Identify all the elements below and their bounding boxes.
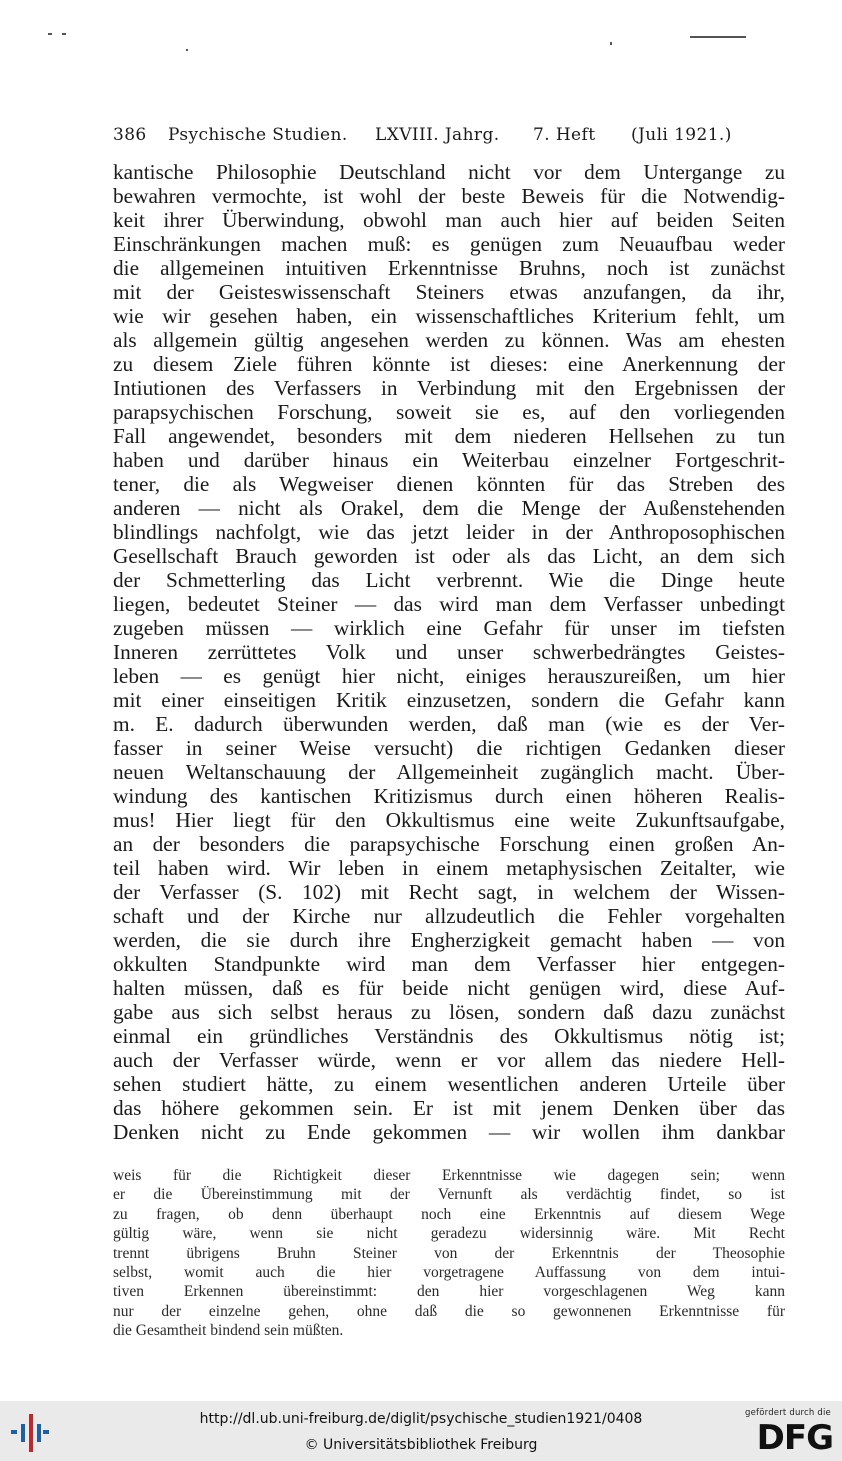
footnote-line: gültig wäre, wenn sie nicht geradezu widersinnig wäre. Mit Recht <box>113 1225 785 1243</box>
text-line: auch der Verfasser würde, wenn er vor allem das niedere Hell- <box>113 1048 785 1072</box>
copyright-notice: © Universitätsbibliothek Freiburg <box>304 1437 538 1453</box>
text-line: mit der Geisteswissenschaft Steiners etwas anzufangen, da ihr, <box>113 280 785 304</box>
text-line: das höhere gekommen sein. Er ist mit jenem Denken über das <box>113 1096 785 1120</box>
footnote-line: weis für die Richtigkeit dieser Erkenntnisse wie dagegen sein; wenn <box>113 1167 785 1184</box>
text-line: wie wir gesehen haben, ein wissenschaftliches Kriterium fehlt, um <box>113 304 785 328</box>
text-line: einmal ein gründliches Verständnis des Okkultismus nötig ist; <box>113 1024 785 1048</box>
text-line: bewahren vermochte, ist wohl der beste Beweis für die Notwendig- <box>113 184 785 208</box>
footnote-line: zu fragen, ob denn überhaupt noch eine Erkenntnis auf diesem Wege <box>113 1205 785 1223</box>
source-url-link[interactable]: http://dl.ub.uni-freiburg.de/diglit/psychische_studien1921/0408 <box>199 1411 643 1427</box>
text-line: werden, die sie durch ihre Engherzigkeit gemacht haben — von <box>113 928 785 952</box>
scan-artifacts <box>0 22 842 52</box>
text-line: Einschränkungen machen muß: es genügen zum Neuaufbau weder <box>113 232 785 256</box>
text-line: parapsychischen Forschung, soweit sie es, auf den vorliegenden <box>113 400 785 424</box>
footnote-line: die Gesamtheit bindend sein müßten. <box>113 1322 344 1340</box>
text-line: leben — es genügt hier nicht, einiges herauszureißen, um hier <box>113 664 785 688</box>
scan-speck <box>186 49 188 51</box>
text-line: der Schmetterling das Licht verbrennt. Wie die Dinge heute <box>113 568 785 592</box>
scan-rule <box>690 36 746 38</box>
main-text <box>113 160 785 1144</box>
text-line: kantische Philosophie Deutschland nicht vor dem Untergange zu <box>113 160 785 184</box>
text-line: okkulten Standpunkte wird man dem Verfasser hier entgegen- <box>113 952 785 976</box>
scan-speck <box>48 33 52 35</box>
text-line: fasser in seiner Weise versucht) die richtigen Gedanken dieser <box>113 736 785 760</box>
footnote-line: tiven Erkennen übereinstimmt: den hier vorgeschlagenen Weg kann <box>113 1283 785 1301</box>
text-line: die allgemeinen intuitiven Erkenntnisse Bruhns, noch ist zunächst <box>113 256 785 280</box>
text-line: zugeben müssen — wirklich eine Gefahr für unser im tiefsten <box>113 616 785 640</box>
dfg-tagline: gefördert durch die <box>745 1408 831 1418</box>
volume: LXVIII. Jahrg. <box>375 125 500 145</box>
text-line: als allgemein gültig angesehen werden zu können. Was am ehesten <box>113 328 785 352</box>
text-line: tener, die als Wegweiser dienen könnten für das Streben des <box>113 472 785 496</box>
text-line: blindlings nachfolgt, wie das jetzt leider in der Anthroposophischen <box>113 520 785 544</box>
text-line: halten müssen, daß es für beide nicht genügen wird, diese Auf- <box>113 976 785 1000</box>
text-line: Fall angewendet, besonders mit dem niederen Hellsehen zu tun <box>113 424 785 448</box>
text-line: mit einer einseitigen Kritik einzusetzen, sondern die Gefahr kann <box>113 688 785 712</box>
text-line: Inneren zerrüttetes Volk und unser schwerbedrängtes Geistes- <box>113 640 785 664</box>
text-line: Intiutionen des Verfassers in Verbindung mit den Ergebnissen der <box>113 376 785 400</box>
text-line: an der besonders die parapsychische Forschung einen großen An- <box>113 832 785 856</box>
text-line: teil haben wird. Wir leben in einem metaphysischen Zeitalter, wie <box>113 856 785 880</box>
text-line: schaft und der Kirche nur allzudeutlich die Fehler vorgehalten <box>113 904 785 928</box>
text-line: m. E. dadurch überwunden werden, daß man (wie es der Ver- <box>113 712 785 736</box>
text-line: liegen, bedeutet Steiner — das wird man dem Verfasser unbedingt <box>113 592 785 616</box>
footnote-line: er die Übereinstimmung mit der Vernunft als verdächtig findet, so ist <box>113 1186 785 1204</box>
text-line: der Verfasser (S. 102) mit Recht sagt, in welchem der Wissen- <box>113 880 785 904</box>
footnote <box>113 1166 785 1341</box>
running-header <box>113 125 783 153</box>
scan-speck <box>610 42 612 45</box>
text-line: windung des kantischen Kritizismus durch einen höheren Realis- <box>113 784 785 808</box>
text-line: sehen studiert hätte, zu einem wesentlichen anderen Urteile über <box>113 1072 785 1096</box>
text-line: keit ihrer Überwindung, obwohl man auch hier auf beiden Seiten <box>113 208 785 232</box>
text-line: neuen Weltanschauung der Allgemeinheit zugänglich macht. Über- <box>113 760 785 784</box>
text-line: haben und darüber hinaus ein Weiterbau einzelner Fortgeschrit- <box>113 448 785 472</box>
text-line: Denken nicht zu Ende gekommen — wir wollen ihm dankbar <box>113 1120 785 1144</box>
issue-date: (Juli 1921.) <box>631 125 732 145</box>
dfg-logo: DFG <box>756 1418 833 1458</box>
text-line: mus! Hier liegt für den Okkultismus eine weite Zukunftsaufgabe, <box>113 808 785 832</box>
footnote-line: trennt übrigens Bruhn Steiner von der Erkenntnis der Theosophie <box>113 1244 785 1262</box>
page-number: 386 <box>113 125 147 145</box>
text-line: gabe aus sich selbst heraus zu lösen, sondern daß dazu zunächst <box>113 1000 785 1024</box>
footnote-line: selbst, womit auch die hier vorgetragene Auffassung von dem intui- <box>113 1263 785 1281</box>
text-line: zu diesem Ziele führen könnte ist dieses: eine Anerkennung der <box>113 352 785 376</box>
scan-speck <box>62 33 66 35</box>
text-line: Gesellschaft Brauch geworden ist oder als das Licht, an dem sich <box>113 544 785 568</box>
issue: 7. Heft <box>533 125 596 145</box>
text-line: anderen — nicht als Orakel, dem die Menge der Außenstehenden <box>113 496 785 520</box>
footnote-line: nur der einzelne gehen, ohne daß die so gewonnenen Erkenntnisse für <box>113 1302 785 1320</box>
journal-title: Psychische Studien. <box>168 125 348 145</box>
